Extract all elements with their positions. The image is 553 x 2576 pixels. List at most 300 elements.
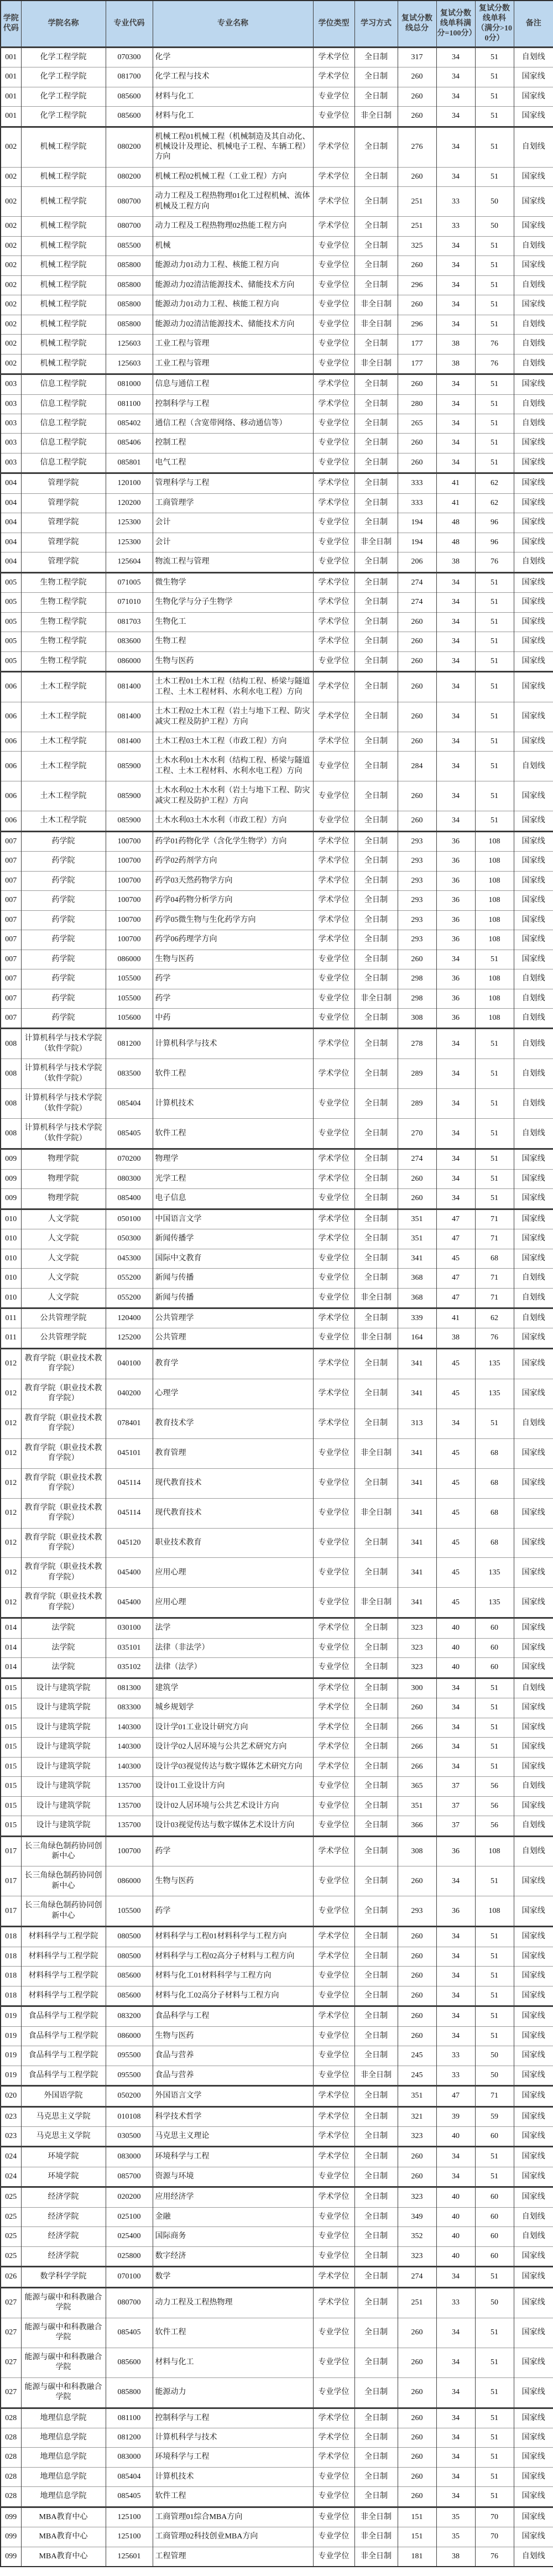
major-name-cell: 会计 [153, 533, 313, 552]
major-name-cell: 科学技术哲学 [153, 2106, 313, 2126]
study-mode-cell: 全日制 [354, 2487, 398, 2507]
study-mode-cell: 全日制 [354, 374, 398, 394]
study-mode-cell: 非全日制 [354, 354, 398, 374]
major-code-cell: 100700 [106, 1836, 153, 1866]
remark-cell: 国家线 [514, 1379, 553, 1409]
college-code-cell: 010 [1, 1269, 21, 1288]
single-100-cell: 34 [436, 275, 475, 295]
single-100-cell: 45 [436, 1249, 475, 1268]
major-name-cell: 药学 [153, 1896, 313, 1927]
major-name-cell: 设计学01工业设计研究方向 [153, 1718, 313, 1737]
single-100-cell: 34 [436, 2487, 475, 2507]
total-score-cell: 260 [398, 256, 436, 275]
table-row [1, 572, 553, 592]
major-code-cell: 100700 [106, 831, 153, 851]
table-row [1, 969, 553, 989]
table-row [1, 950, 553, 969]
study-mode-cell: 全日制 [354, 572, 398, 592]
college-name-cell: 地理信息学院 [21, 2428, 106, 2447]
major-code-cell: 100700 [106, 852, 153, 871]
college-code-cell: 009 [1, 1169, 21, 1188]
remark-cell: 自划线 [514, 394, 553, 414]
total-score-cell: 260 [398, 87, 436, 106]
single-over-100-cell: 51 [475, 2026, 514, 2046]
single-over-100-cell: 51 [475, 1029, 514, 1059]
college-code-cell: 025 [1, 2246, 21, 2266]
total-score-cell: 260 [398, 2408, 436, 2428]
remark-cell: 自划线 [514, 1308, 553, 1328]
study-mode-cell: 全日制 [354, 1029, 398, 1059]
major-name-cell: 动力工程及工程热物理01化工过程机械、流体机械及工程方向 [153, 187, 313, 217]
single-over-100-cell: 60 [475, 2227, 514, 2246]
degree-type-cell: 学术学位 [313, 1169, 354, 1188]
single-100-cell: 34 [436, 2318, 475, 2348]
remark-cell: 自划线 [514, 275, 553, 295]
major-name-cell: 计算机技术 [153, 1089, 313, 1119]
single-over-100-cell: 51 [475, 1089, 514, 1119]
major-name-cell: 机械工程02机械工程（工业工程）方向 [153, 167, 313, 186]
remark-cell: 国家线 [514, 1588, 553, 1618]
college-name-cell: 人文学院 [21, 1249, 106, 1268]
major-name-cell: 药学01药物化学（含化学生物学）方向 [153, 831, 313, 851]
single-100-cell: 36 [436, 891, 475, 910]
table-row [1, 910, 553, 930]
major-name-cell: 食品科学与工程 [153, 2006, 313, 2026]
total-score-cell: 206 [398, 552, 436, 572]
single-100-cell: 37 [436, 1816, 475, 1836]
remark-cell: 自划线 [514, 354, 553, 374]
college-name-cell: 土木工程学院 [21, 752, 106, 781]
single-over-100-cell: 60 [475, 2187, 514, 2207]
remark-cell: 国家线 [514, 2046, 553, 2066]
major-name-cell: 教育技术学 [153, 1409, 313, 1438]
remark-cell: 自划线 [514, 1288, 553, 1308]
college-code-cell: 014 [1, 1638, 21, 1657]
single-100-cell: 34 [436, 1698, 475, 1718]
study-mode-cell: 全日制 [354, 394, 398, 414]
single-100-cell: 34 [436, 1967, 475, 1986]
table-row [1, 1947, 553, 1966]
degree-type-cell: 专业学位 [313, 2026, 354, 2046]
total-score-cell: 260 [398, 107, 436, 127]
single-100-cell: 34 [436, 702, 475, 732]
single-over-100-cell: 51 [475, 1409, 514, 1438]
major-name-cell: 应用心理 [153, 1588, 313, 1618]
single-over-100-cell: 108 [475, 1009, 514, 1029]
single-100-cell: 45 [436, 1498, 475, 1528]
single-over-100-cell: 68 [475, 1498, 514, 1528]
study-mode-cell: 全日制 [354, 2377, 398, 2408]
single-100-cell: 41 [436, 473, 475, 493]
remark-cell: 国家线 [514, 2448, 553, 2467]
study-mode-cell: 全日制 [354, 2227, 398, 2246]
single-over-100-cell: 51 [475, 2487, 514, 2507]
single-over-100-cell: 51 [475, 434, 514, 453]
single-over-100-cell: 50 [475, 217, 514, 236]
table-row [1, 2377, 553, 2408]
major-name-cell: 生物与医药 [153, 2026, 313, 2046]
table-row [1, 1409, 553, 1438]
major-code-cell: 070300 [106, 47, 153, 67]
single-over-100-cell: 60 [475, 1638, 514, 1657]
study-mode-cell: 非全日制 [354, 2527, 398, 2547]
total-score-cell: 260 [398, 2448, 436, 2467]
total-score-cell: 321 [398, 2106, 436, 2126]
major-code-cell: 078401 [106, 1409, 153, 1438]
college-name-cell: 药学院 [21, 930, 106, 950]
study-mode-cell: 全日制 [354, 493, 398, 513]
table-row [1, 1816, 553, 1836]
remark-cell: 国家线 [514, 434, 553, 453]
total-score-cell: 260 [398, 651, 436, 671]
major-name-cell: 公共管理学 [153, 1308, 313, 1328]
major-name-cell: 药学02药剂学方向 [153, 852, 313, 871]
degree-type-cell: 学术学位 [313, 1698, 354, 1718]
degree-type-cell: 专业学位 [313, 2547, 354, 2567]
total-score-cell: 194 [398, 533, 436, 552]
college-code-cell: 028 [1, 2467, 21, 2486]
single-100-cell: 34 [436, 87, 475, 106]
college-code-cell: 003 [1, 434, 21, 453]
single-over-100-cell: 96 [475, 513, 514, 533]
remark-cell: 自划线 [514, 1409, 553, 1438]
major-name-cell: 药学06药理学方向 [153, 930, 313, 950]
major-name-cell: 外国语言文学 [153, 2086, 313, 2106]
single-100-cell: 34 [436, 2377, 475, 2408]
single-over-100-cell: 51 [475, 1698, 514, 1718]
total-score-cell: 293 [398, 891, 436, 910]
college-code-cell: 028 [1, 2448, 21, 2467]
table-row [1, 1498, 553, 1528]
major-code-cell: 081000 [106, 374, 153, 394]
single-100-cell: 45 [436, 1379, 475, 1409]
major-code-cell: 071005 [106, 572, 153, 592]
college-name-cell: 地理信息学院 [21, 2467, 106, 2486]
single-over-100-cell: 51 [475, 275, 514, 295]
table-header [1, 1, 553, 47]
total-score-cell: 341 [398, 1379, 436, 1409]
college-name-cell: 化学工程学院 [21, 67, 106, 87]
remark-cell: 国家线 [514, 950, 553, 969]
total-score-cell: 293 [398, 871, 436, 890]
major-code-cell: 045400 [106, 1588, 153, 1618]
single-100-cell: 34 [436, 2267, 475, 2287]
major-code-cell: 095500 [106, 2046, 153, 2066]
total-score-cell: 333 [398, 473, 436, 493]
single-over-100-cell: 51 [475, 702, 514, 732]
single-over-100-cell: 70 [475, 2527, 514, 2547]
single-over-100-cell: 60 [475, 2207, 514, 2226]
degree-type-cell: 专业学位 [313, 335, 354, 354]
major-code-cell: 040200 [106, 1379, 153, 1409]
single-over-100-cell: 51 [475, 781, 514, 811]
remark-cell: 自划线 [514, 752, 553, 781]
college-code-cell: 002 [1, 256, 21, 275]
major-name-cell: 材料与化工 [153, 87, 313, 106]
degree-type-cell: 专业学位 [313, 354, 354, 374]
degree-type-cell: 专业学位 [313, 2207, 354, 2226]
college-code-cell: 002 [1, 295, 21, 315]
college-name-cell: 公共管理学院 [21, 1308, 106, 1328]
major-name-cell: 生物与医药 [153, 1866, 313, 1896]
college-code-cell: 001 [1, 87, 21, 106]
college-code-cell: 002 [1, 217, 21, 236]
college-name-cell: 环境学院 [21, 2147, 106, 2167]
college-name-cell: 教育学院（职业技术教育学院） [21, 1588, 106, 1618]
major-code-cell: 045114 [106, 1468, 153, 1498]
single-100-cell: 36 [436, 1009, 475, 1029]
table-row [1, 2547, 553, 2567]
major-code-cell: 085600 [106, 107, 153, 127]
degree-type-cell: 专业学位 [313, 781, 354, 811]
table-row [1, 732, 553, 751]
table-row [1, 632, 553, 651]
single-100-cell: 34 [436, 2408, 475, 2428]
single-100-cell: 36 [436, 871, 475, 890]
remark-cell: 国家线 [514, 1738, 553, 1757]
remark-cell: 国家线 [514, 2086, 553, 2106]
single-over-100-cell: 51 [475, 167, 514, 186]
major-name-cell: 化学工程与技术 [153, 67, 313, 87]
single-100-cell: 47 [436, 1288, 475, 1308]
study-mode-cell: 全日制 [354, 1738, 398, 1757]
college-name-cell: 机械工程学院 [21, 217, 106, 236]
major-name-cell: 信息与通信工程 [153, 374, 313, 394]
degree-type-cell: 专业学位 [313, 453, 354, 473]
major-code-cell: 025100 [106, 2207, 153, 2226]
single-over-100-cell: 51 [475, 2408, 514, 2428]
degree-type-cell: 学术学位 [313, 1947, 354, 1966]
degree-type-cell: 学术学位 [313, 493, 354, 513]
major-name-cell: 软件工程 [153, 1059, 313, 1089]
major-code-cell: 045300 [106, 1249, 153, 1268]
table-row [1, 1528, 553, 1558]
college-name-cell: 管理学院 [21, 473, 106, 493]
degree-type-cell: 专业学位 [313, 2487, 354, 2507]
major-code-cell: 083500 [106, 1059, 153, 1089]
remark-cell: 国家线 [514, 1866, 553, 1896]
total-score-cell: 308 [398, 1009, 436, 1029]
degree-type-cell: 学术学位 [313, 672, 354, 702]
remark-cell: 国家线 [514, 2428, 553, 2447]
single-100-cell: 33 [436, 217, 475, 236]
table-row [1, 891, 553, 910]
table-row [1, 2527, 553, 2547]
college-code-cell: 012 [1, 1498, 21, 1528]
total-score-cell: 245 [398, 2066, 436, 2085]
total-score-cell: 339 [398, 1308, 436, 1328]
single-100-cell: 36 [436, 1896, 475, 1927]
single-over-100-cell: 108 [475, 930, 514, 950]
total-score-cell: 365 [398, 1777, 436, 1796]
total-score-cell: 260 [398, 781, 436, 811]
college-code-cell: 099 [1, 2527, 21, 2547]
total-score-cell: 341 [398, 1558, 436, 1588]
major-name-cell: 公共管理 [153, 1328, 313, 1348]
college-name-cell: 土木工程学院 [21, 702, 106, 732]
single-over-100-cell: 76 [475, 552, 514, 572]
college-code-cell: 006 [1, 672, 21, 702]
degree-type-cell: 专业学位 [313, 414, 354, 434]
degree-type-cell: 学术学位 [313, 2448, 354, 2467]
table-row [1, 434, 553, 453]
single-100-cell: 34 [436, 256, 475, 275]
study-mode-cell: 全日制 [354, 2026, 398, 2046]
single-over-100-cell: 51 [475, 374, 514, 394]
major-code-cell: 081100 [106, 2408, 153, 2428]
degree-type-cell: 学术学位 [313, 1379, 354, 1409]
remark-cell: 国家线 [514, 256, 553, 275]
college-name-cell: 法学院 [21, 1638, 106, 1657]
single-100-cell: 39 [436, 2106, 475, 2126]
total-score-cell: 260 [398, 1927, 436, 1947]
college-name-cell: 药学院 [21, 852, 106, 871]
study-mode-cell: 非全日制 [354, 533, 398, 552]
major-name-cell: 食品与营养 [153, 2046, 313, 2066]
column-header-remark: 备注 [514, 1, 553, 47]
single-100-cell: 40 [436, 2207, 475, 2226]
college-code-cell: 010 [1, 1288, 21, 1308]
single-100-cell: 38 [436, 335, 475, 354]
table-row [1, 1927, 553, 1947]
remark-cell: 国家线 [514, 1896, 553, 1927]
major-name-cell: 国际中文教育 [153, 1249, 313, 1268]
college-code-cell: 018 [1, 1927, 21, 1947]
college-code-cell: 007 [1, 891, 21, 910]
table-row [1, 1059, 553, 1089]
degree-type-cell: 专业学位 [313, 295, 354, 315]
single-100-cell: 48 [436, 533, 475, 552]
single-over-100-cell: 51 [475, 1757, 514, 1776]
table-row [1, 1618, 553, 1638]
college-code-cell: 024 [1, 2167, 21, 2187]
study-mode-cell: 非全日制 [354, 1288, 398, 1308]
major-code-cell: 086000 [106, 950, 153, 969]
study-mode-cell: 全日制 [354, 651, 398, 671]
remark-cell: 国家线 [514, 473, 553, 493]
major-name-cell: 药学03天然药物学方向 [153, 871, 313, 890]
college-code-cell: 007 [1, 950, 21, 969]
major-name-cell: 设计01工业设计方向 [153, 1777, 313, 1796]
single-over-100-cell: 108 [475, 831, 514, 851]
degree-type-cell: 专业学位 [313, 1269, 354, 1288]
table-row [1, 275, 553, 295]
table-row [1, 1269, 553, 1288]
table-row [1, 2106, 553, 2126]
single-100-cell: 34 [436, 593, 475, 612]
remark-cell: 国家线 [514, 87, 553, 106]
degree-type-cell: 专业学位 [313, 2227, 354, 2246]
remark-cell: 自划线 [514, 236, 553, 255]
major-name-cell: 职业技术教育 [153, 1528, 313, 1558]
college-code-cell: 018 [1, 1947, 21, 1966]
major-code-cell: 081200 [106, 1029, 153, 1059]
college-code-cell: 012 [1, 1528, 21, 1558]
major-code-cell: 125300 [106, 513, 153, 533]
table-row [1, 1678, 553, 1698]
single-over-100-cell: 51 [475, 67, 514, 87]
college-code-cell: 017 [1, 1866, 21, 1896]
major-code-cell: 105500 [106, 1896, 153, 1927]
total-score-cell: 341 [398, 1468, 436, 1498]
major-code-cell: 085800 [106, 256, 153, 275]
college-name-cell: 生物工程学院 [21, 612, 106, 632]
study-mode-cell: 全日制 [354, 1528, 398, 1558]
major-name-cell: 新闻传播学 [153, 1229, 313, 1249]
study-mode-cell: 全日制 [354, 2207, 398, 2226]
college-code-cell: 004 [1, 533, 21, 552]
major-name-cell: 化学 [153, 47, 313, 67]
total-score-cell: 351 [398, 1209, 436, 1229]
degree-type-cell: 专业学位 [313, 1119, 354, 1149]
single-100-cell: 34 [436, 632, 475, 651]
total-score-cell: 323 [398, 1618, 436, 1638]
remark-cell: 国家线 [514, 533, 553, 552]
single-100-cell: 34 [436, 414, 475, 434]
college-code-cell: 025 [1, 2187, 21, 2207]
table-row [1, 672, 553, 702]
college-name-cell: 机械工程学院 [21, 167, 106, 186]
single-100-cell: 47 [436, 1269, 475, 1288]
column-header-major-name: 专业名称 [153, 1, 313, 47]
degree-type-cell: 专业学位 [313, 752, 354, 781]
remark-cell: 国家线 [514, 672, 553, 702]
college-name-cell: 药学院 [21, 871, 106, 890]
college-name-cell: 环境学院 [21, 2167, 106, 2187]
degree-type-cell: 专业学位 [313, 1528, 354, 1558]
single-over-100-cell: 51 [475, 1947, 514, 1966]
table-row [1, 107, 553, 127]
college-name-cell: 食品科学与工程学院 [21, 2066, 106, 2085]
single-over-100-cell: 51 [475, 1059, 514, 1089]
single-over-100-cell: 51 [475, 1678, 514, 1698]
major-name-cell: 建筑学 [153, 1678, 313, 1698]
college-code-cell: 019 [1, 2066, 21, 2085]
total-score-cell: 265 [398, 414, 436, 434]
college-name-cell: 药学院 [21, 910, 106, 930]
degree-type-cell: 专业学位 [313, 1658, 354, 1678]
college-name-cell: 药学院 [21, 989, 106, 1008]
major-code-cell: 085405 [106, 2487, 153, 2507]
major-code-cell: 125604 [106, 552, 153, 572]
major-code-cell: 045114 [106, 1498, 153, 1528]
single-over-100-cell: 62 [475, 493, 514, 513]
major-name-cell: 环境科学与工程 [153, 2448, 313, 2467]
degree-type-cell: 学术学位 [313, 2006, 354, 2026]
major-code-cell: 120400 [106, 1308, 153, 1328]
table-row [1, 2246, 553, 2266]
college-code-cell: 002 [1, 236, 21, 255]
study-mode-cell: 全日制 [354, 1249, 398, 1268]
college-name-cell: 外国语学院 [21, 2086, 106, 2106]
single-over-100-cell: 51 [475, 1927, 514, 1947]
single-over-100-cell: 51 [475, 127, 514, 167]
degree-type-cell: 学术学位 [313, 1618, 354, 1638]
college-code-cell: 099 [1, 2547, 21, 2567]
study-mode-cell: 全日制 [354, 1757, 398, 1776]
single-over-100-cell: 71 [475, 2086, 514, 2106]
total-score-cell: 366 [398, 1816, 436, 1836]
major-name-cell: 应用心理 [153, 1558, 313, 1588]
single-100-cell: 34 [436, 2167, 475, 2187]
major-code-cell: 080300 [106, 1169, 153, 1188]
major-code-cell: 081400 [106, 732, 153, 751]
total-score-cell: 260 [398, 2467, 436, 2486]
major-code-cell: 050100 [106, 1209, 153, 1229]
study-mode-cell: 全日制 [354, 2408, 398, 2428]
college-code-cell: 008 [1, 1059, 21, 1089]
table-row [1, 453, 553, 473]
